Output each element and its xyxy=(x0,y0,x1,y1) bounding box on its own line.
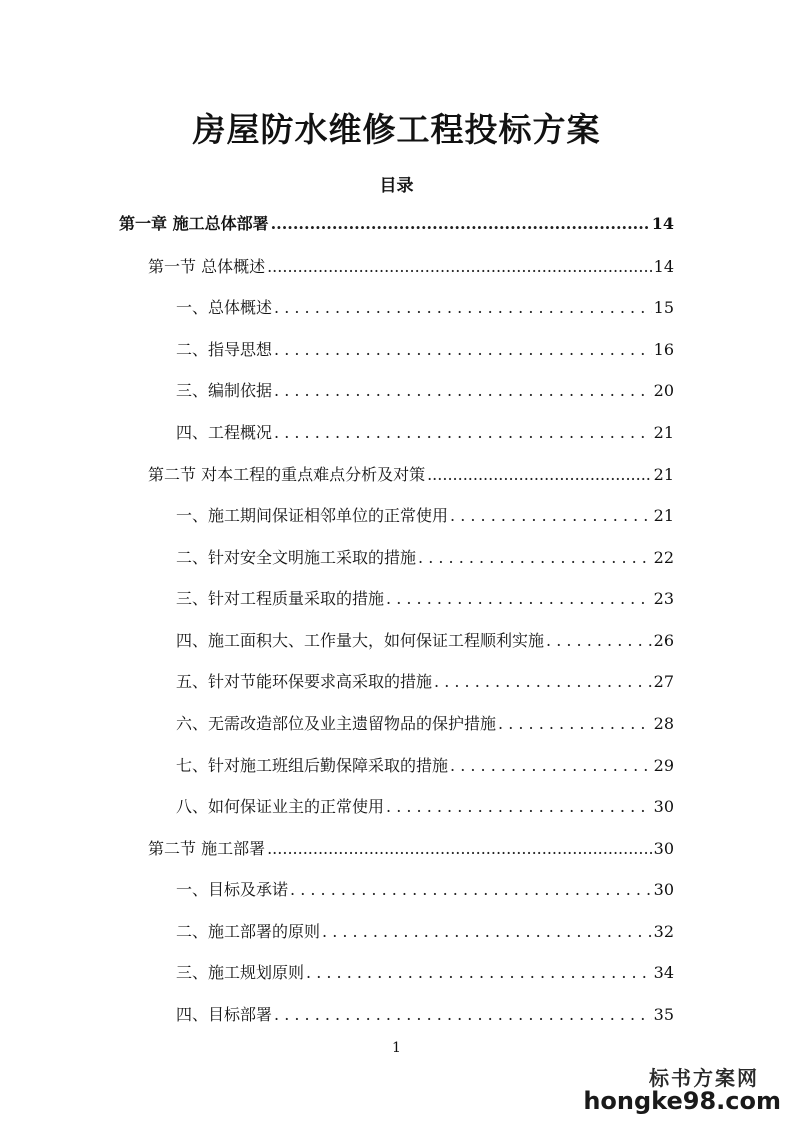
toc-dot-leader xyxy=(418,548,652,567)
toc-entry-label: 四、工程概况 xyxy=(176,423,273,442)
toc-entry-subsection[interactable] xyxy=(176,420,674,443)
toc-entry-page: 32 xyxy=(653,922,674,941)
toc-dot-leader xyxy=(274,381,652,400)
toc-entry-label: 六、无需改造部位及业主遗留物品的保护措施 xyxy=(176,714,497,733)
toc-entry-page: 27 xyxy=(653,672,674,691)
toc-entry-page: 20 xyxy=(653,381,674,400)
toc-dot-leader xyxy=(450,756,652,775)
toc-entry-label: 八、如何保证业主的正常使用 xyxy=(176,797,385,816)
toc-dot-leader xyxy=(290,880,652,899)
toc-entry-subsection[interactable] xyxy=(176,1002,674,1025)
toc-entry-page: 15 xyxy=(653,298,674,317)
toc-entry-section[interactable] xyxy=(148,462,674,485)
toc-entry-page: 21 xyxy=(653,465,674,484)
toc-entry-subsection[interactable] xyxy=(176,337,674,360)
toc-entry-label: 一、总体概述 xyxy=(176,298,273,317)
toc-entry-page: 21 xyxy=(653,423,674,442)
toc-entry-label: 一、施工期间保证相邻单位的正常使用 xyxy=(176,506,449,525)
toc-entry-page: 26 xyxy=(653,631,674,650)
toc-dot-leader xyxy=(274,298,652,317)
site-watermark xyxy=(583,1068,781,1114)
toc-entry-label: 四、目标部署 xyxy=(176,1005,273,1024)
toc-entry-label: 第二节 施工部署 xyxy=(148,839,266,858)
toc-entry-subsection[interactable] xyxy=(176,669,674,692)
toc-dot-leader xyxy=(274,423,652,442)
toc-dot-leader xyxy=(386,589,652,608)
toc-entry-label: 二、针对安全文明施工采取的措施 xyxy=(176,548,417,567)
toc-entry-page: 16 xyxy=(653,340,674,359)
page-number: 1 xyxy=(392,1040,401,1056)
toc-dot-leader xyxy=(274,1005,652,1024)
toc-entry-page: 34 xyxy=(653,963,674,982)
toc-entry-label: 四、施工面积大、工作量大，如何保证工程顺利实施 xyxy=(176,631,545,650)
document-title: 房屋防水维修工程投标方案 xyxy=(192,110,601,149)
toc-entry-page: 22 xyxy=(653,548,674,567)
toc-entry-page: 28 xyxy=(653,714,674,733)
toc-dot-leader xyxy=(274,340,652,359)
toc-entry-subsection[interactable] xyxy=(176,919,674,942)
toc-dot-leader xyxy=(427,465,652,484)
toc-dot-leader xyxy=(434,672,652,691)
toc-entry-label: 二、施工部署的原则 xyxy=(176,922,321,941)
toc-entry-page: 30 xyxy=(653,880,674,899)
toc-entry-subsection[interactable] xyxy=(176,295,674,318)
toc-entry-label: 第一节 总体概述 xyxy=(148,257,266,276)
toc-entry-page: 14 xyxy=(651,214,674,233)
toc-entry-label: 三、编制依据 xyxy=(176,381,273,400)
toc-dot-leader xyxy=(450,506,652,525)
toc-entry-label: 二、指导思想 xyxy=(176,340,273,359)
toc-entry-page: 35 xyxy=(653,1005,674,1024)
toc-entry-label: 三、针对工程质量采取的措施 xyxy=(176,589,385,608)
toc-entry-subsection[interactable] xyxy=(176,753,674,776)
toc-entry-label: 三、施工规划原则 xyxy=(176,963,305,982)
toc-entry-subsection[interactable] xyxy=(176,378,674,401)
toc-entry-subsection[interactable] xyxy=(176,877,674,900)
toc-entry-label: 七、针对施工班组后勤保障采取的措施 xyxy=(176,756,449,775)
toc-entry-chapter[interactable] xyxy=(119,211,674,234)
toc-entry-subsection[interactable] xyxy=(176,628,674,651)
toc-entry-page: 21 xyxy=(653,506,674,525)
toc-entry-subsection[interactable] xyxy=(176,794,674,817)
toc-dot-leader xyxy=(306,963,652,982)
toc-dot-leader xyxy=(267,839,652,858)
toc-entry-page: 29 xyxy=(653,756,674,775)
toc-entry-subsection[interactable] xyxy=(176,960,674,983)
toc-dot-leader xyxy=(546,631,652,650)
toc-dot-leader xyxy=(498,714,652,733)
watermark-url: hongke98.com xyxy=(583,1087,781,1115)
toc-entry-label: 五、针对节能环保要求高采取的措施 xyxy=(176,672,433,691)
toc-heading: 目录 xyxy=(379,176,414,196)
toc-dot-leader xyxy=(271,214,650,233)
toc-entry-section[interactable] xyxy=(148,836,674,859)
toc-dot-leader xyxy=(267,257,652,276)
toc-dot-leader xyxy=(322,922,652,941)
toc-entry-page: 30 xyxy=(653,797,674,816)
toc-entry-label: 一、目标及承诺 xyxy=(176,880,289,899)
watermark-site-name: 标书方案网 xyxy=(649,1066,759,1090)
toc-entry-label: 第一章 施工总体部署 xyxy=(119,214,269,233)
toc-entry-section[interactable] xyxy=(148,254,674,277)
toc-entry-page: 23 xyxy=(653,589,674,608)
toc-entry-subsection[interactable] xyxy=(176,586,674,609)
toc-entry-subsection[interactable] xyxy=(176,503,674,526)
toc-entry-page: 14 xyxy=(653,257,674,276)
toc-entry-page: 30 xyxy=(653,839,674,858)
toc-entry-subsection[interactable] xyxy=(176,545,674,568)
toc-entry-label: 第二节 对本工程的重点难点分析及对策 xyxy=(148,465,426,484)
toc-entry-subsection[interactable] xyxy=(176,711,674,734)
toc-dot-leader xyxy=(386,797,652,816)
